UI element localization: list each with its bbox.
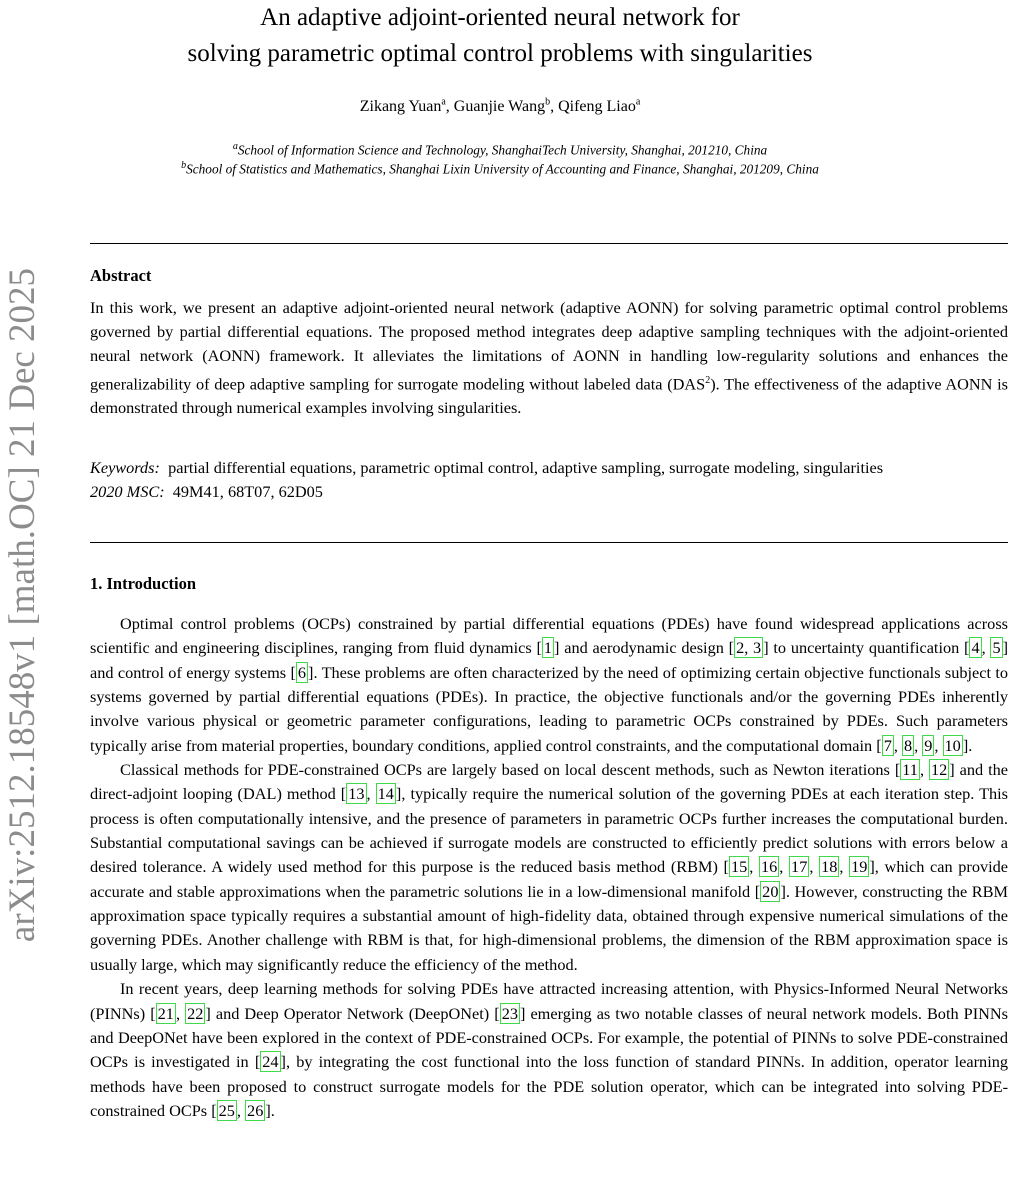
intro-text: , (981, 638, 991, 658)
introduction-body (90, 612, 1008, 1123)
citation-link[interactable]: 6 (297, 662, 307, 682)
intro-text: ] and Deep Operator Network (DeepONet) [ (205, 1003, 500, 1023)
affiliation-a: $^a$School of Information Science and Technology, ShanghaiTech University, Shanghai, 201210, China (232, 141, 768, 158)
intro-text: , (914, 735, 923, 755)
author-list (90, 92, 910, 118)
affiliation-b: $^b$School of Statistics and Mathematics, Shanghai Lixin University of Accounting and Finance, Shanghai, 201209, China (181, 160, 819, 177)
author-2: Guanjie Wang$^b$, (453, 97, 559, 116)
citation-link[interactable]: 21 (157, 1003, 174, 1023)
citation-link[interactable]: 18 (821, 857, 838, 877)
citation-link[interactable]: 26 (247, 1100, 264, 1120)
intro-text: ]. However, constructing the RBM approximation space typically requires a substantial amount of high-fidelity data, obtained through expensive numerical simulations of the governing PDEs. Another challenge with RBM is that, for high-dimensional problems, the dimension of the RBM approximation space is usually large, which may significantly reduce the efficiency of the method. (90, 881, 1009, 974)
intro-text: In recent years, deep learning methods for solving PDEs have attracted increasing attention, with Physics-Informed Neural Networks (PINNs) [ (90, 979, 1008, 1023)
intro-text: , (809, 857, 820, 877)
top-divider (90, 243, 1008, 244)
citation-link[interactable]: 22 (187, 1003, 204, 1023)
intro-text: , (839, 857, 850, 877)
paper-title (90, 0, 910, 72)
intro-paragraph (90, 612, 1008, 758)
citation-link[interactable]: 8 (903, 735, 913, 755)
citation-link[interactable]: 23 (501, 1003, 518, 1023)
title-line-1: An adaptive adjoint-oriented neural network for (260, 4, 740, 31)
intro-text: ]. (962, 735, 973, 755)
citation-link[interactable]: 17 (791, 857, 808, 877)
intro-text: , (779, 857, 790, 877)
intro-text: , (236, 1100, 246, 1120)
intro-text: ] to uncertainty quantification [ (763, 638, 970, 658)
citation-link[interactable]: 20 (762, 881, 779, 901)
abstract-body: In this work, we present an adaptive adjoint-oriented neural network (adaptive AONN) for solving parametric optimal control problems governed by partial differential equations. The proposed method integrates deep adaptive sampling techniques with the adjoint-oriented neural network (AONN) framework. It alleviates the limitations of AONN in handling low-regularity solutions and enhances the generalizability of deep adaptive sampling for surrogate modeling without labeled data (DAS$^2$). The effectiveness of the adaptive AONN is demonstrated through numerical examples involving singularities. (90, 298, 1008, 418)
citation-link[interactable]: 11 (902, 760, 918, 780)
abstract-heading: Abstract (90, 266, 152, 285)
citation-link[interactable]: 24 (262, 1052, 279, 1072)
bottom-divider (90, 542, 1008, 543)
author-3: Qifeng Liao$^a$ (558, 97, 641, 116)
citation-link[interactable]: 12 (930, 760, 948, 780)
citation-link[interactable]: 4 (971, 638, 980, 658)
intro-text: ], typically require the numerical solution of the governing PDEs at each iteration step. This process is often computationally intensive, and the presence of parameters in parametric OCPs further increases the computational burden. Substantial computational savings can be achieved if surrogate models are constructed to efficiently predict solutions with errors below a desired tolerance. A widely used method for this purpose is the reduced basis method (RBM) [ (90, 784, 1009, 877)
intro-text: ] emerging as two notable classes of neural network models. Both PINNs and DeepONet have been explored in the context of PDE-constrained OCPs. For example, the potential of PINNs to solve PDE-constrained OCPs is investigated in [ (90, 1003, 1008, 1072)
citation-link[interactable]: 25 (218, 1100, 235, 1120)
citation-link[interactable]: 13 (348, 784, 365, 804)
intro-text: , (934, 735, 943, 755)
intro-paragraph (90, 977, 1008, 1123)
title-line-2: solving parametric optimal control problems with singularities (187, 40, 813, 67)
intro-text: , (366, 784, 376, 804)
msc-line: 2020 MSC: 49M41, 68T07, 62D05 (90, 482, 323, 502)
citation-link[interactable]: 19 (851, 857, 868, 877)
citation-link[interactable]: 16 (761, 857, 778, 877)
intro-text: ] and control of energy systems [ (90, 638, 1008, 682)
intro-paragraph (90, 758, 1008, 977)
citation-link[interactable]: 2, 3 (736, 638, 762, 658)
keywords-block (90, 456, 1008, 504)
citation-link[interactable]: 15 (730, 857, 748, 877)
intro-text: , (893, 735, 902, 755)
citation-link[interactable]: 1 (543, 638, 553, 658)
intro-text: , (175, 1003, 186, 1023)
citation-link[interactable]: 5 (992, 638, 1001, 658)
citation-link[interactable]: 10 (944, 735, 961, 755)
intro-text: ] and the direct-adjoint looping (DAL) method [ (90, 760, 1008, 804)
intro-text: , (919, 760, 929, 780)
intro-text: Optimal control problems (OCPs) constrained by partial differential equations (PDEs) have found widespread applications across scientific and engineering disciplines, ranging from fluid dynamics [ (90, 614, 1008, 658)
intro-text: ]. These problems are often characterized by the need of optimizing certain objective functionals subject to systems governed by partial differential equations (PDEs). In practice, the objective functionals and/or the governing PDEs inherently involve various physical or geometric parameter configurations, leading to parametric OCPs constrained by PDEs. Such parameters typically arise from material properties, boundary conditions, applied control constraints, and the computational domain [ (90, 662, 1009, 755)
citation-link[interactable]: 14 (377, 784, 394, 804)
intro-text: ], by integrating the cost functional into the loss function of standard PINNs. In addition, operator learning methods have been proposed to construct surrogate models for the PDE solution operator, which can be integrated into solving PDE-constrained OCPs [ (90, 1052, 1009, 1120)
citation-link[interactable]: 9 (924, 735, 933, 755)
arxiv-identifier-stamp: arXiv:2512.18548v1 [math.OC] 21 Dec 2025 (2, 267, 43, 943)
citation-link[interactable]: 7 (883, 735, 892, 755)
intro-text: Classical methods for PDE-constrained OCPs are largely based on local descent methods, such as Newton iterations [ (120, 760, 901, 780)
intro-text: ]. (265, 1100, 275, 1120)
intro-text: , (749, 857, 760, 877)
intro-text: ] and aerodynamic design [ (554, 638, 735, 658)
introduction-heading: 1. Introduction (90, 574, 197, 593)
author-1: Zikang Yuan$^a$, (359, 97, 454, 116)
keywords-line: Keywords: partial differential equations, parametric optimal control, adaptive sampling, surrogate modeling, singularities (90, 458, 884, 477)
intro-text: ], which can provide accurate and stable approximations when the parametric solutions lie in a low-dimensional manifold [ (90, 857, 1009, 901)
